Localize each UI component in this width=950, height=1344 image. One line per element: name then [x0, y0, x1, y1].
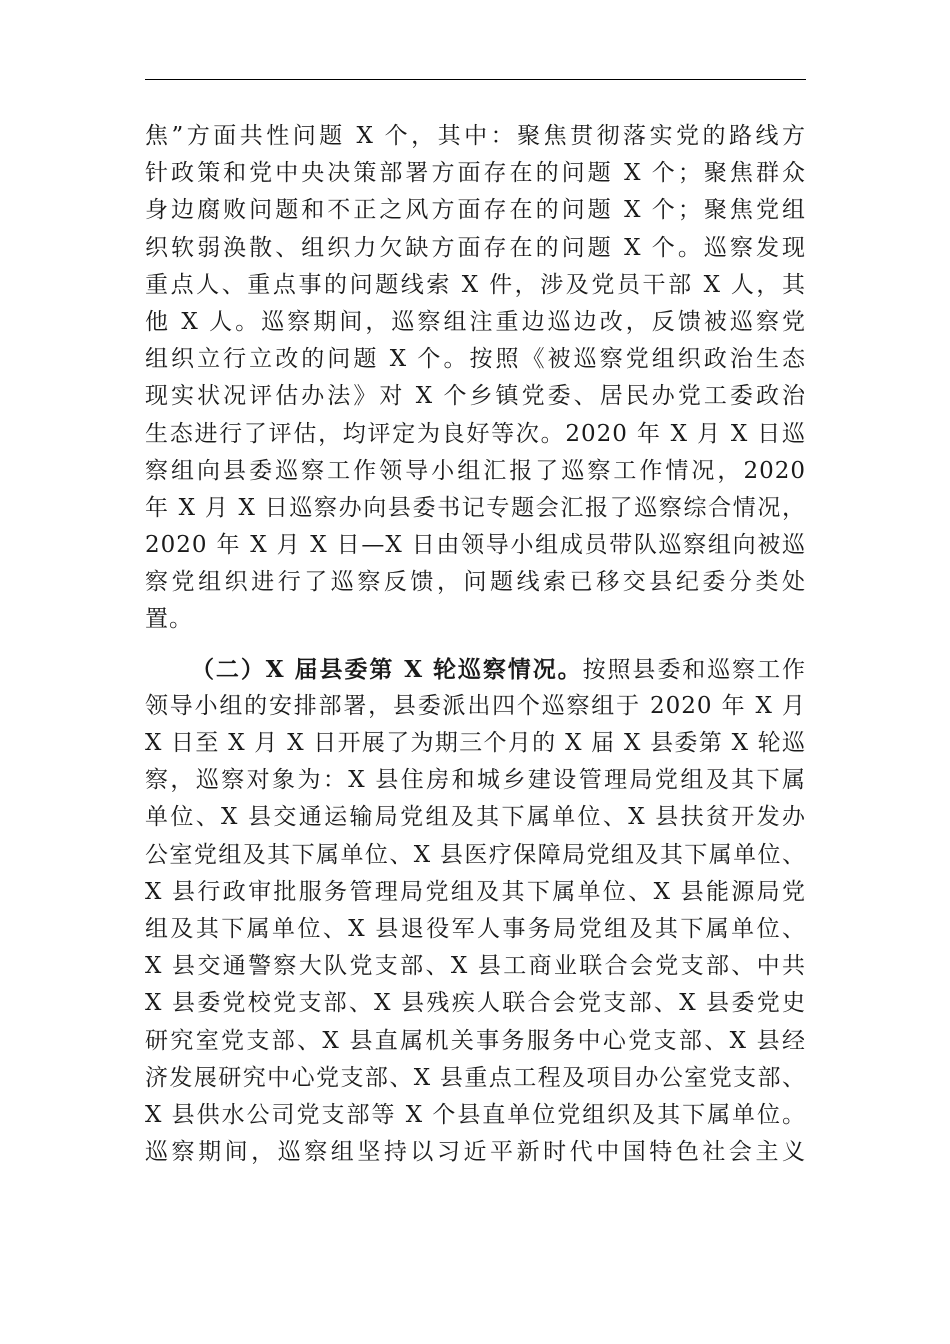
text-line: 组及其下属单位、X 县退役军人事务局党组及其下属单位、 — [145, 915, 806, 942]
text-line: 2020 年 X 月 X 日—X 日由领导小组成员带队巡察组向被巡 — [145, 532, 806, 559]
paragraph-2-first-line — [145, 651, 806, 688]
text-line: 研究室党支部、X 县直属机关事务服务中心党支部、X 县经 — [145, 1027, 806, 1054]
text-line: 济发展研究中心党支部、X 县重点工程及项目办公室党支部、 — [145, 1064, 806, 1091]
text-line: X 日至 X 月 X 日开展了为期三个月的 X 届 X 县委第 X 轮巡 — [145, 730, 806, 756]
text-line: 察，巡察对象为：X 县住房和城乡建设管理局党组及其下属 — [145, 767, 806, 794]
paragraph-gap — [145, 639, 806, 651]
paragraph-1 — [145, 118, 806, 639]
text-line: X 县委党校党支部、X 县残疾人联合会党支部、X 县委党史 — [145, 990, 806, 1017]
text-line: 针政策和党中央决策部署方面存在的问题 X 个；聚焦群众 — [145, 160, 806, 187]
text-line: 织软弱涣散、组织力欠缺方面存在的问题 X 个。巡察发现 — [145, 234, 806, 261]
text-line: 他 X 人。巡察期间，巡察组注重边巡边改，反馈被巡察党 — [145, 308, 806, 335]
text-line: 现实状况评估办法》对 X 个乡镇党委、居民办党工委政治 — [145, 383, 806, 410]
text-line: X 县行政审批服务管理局党组及其下属单位、X 县能源局党 — [145, 878, 806, 905]
text-line: 察组向县委巡察工作领导小组汇报了巡察工作情况，2020 — [145, 457, 806, 484]
text-line: 察党组织进行了巡察反馈，问题线索已移交县纪委分类处 — [145, 569, 806, 596]
text-line: 公室党组及其下属单位、X 县医疗保障局党组及其下属单位、 — [145, 841, 806, 868]
header-rule — [145, 79, 806, 80]
text-line: 巡察期间，巡察组坚持以习近平新时代中国特色社会主义 — [145, 1139, 806, 1166]
text-line: 生态进行了评估，均评定为良好等次。2020 年 X 月 X 日巡 — [145, 420, 806, 447]
text-line: 身边腐败问题和不正之风方面存在的问题 X 个；聚焦党组 — [145, 197, 806, 224]
text-line: X 县交通警察大队党支部、X 县工商业联合会党支部、中共 — [145, 953, 806, 980]
text-line: 领导小组的安排部署，县委派出四个巡察组于 2020 年 X 月 — [145, 692, 806, 719]
text-line: X 县供水公司党支部等 X 个县直单位党组织及其下属单位。 — [145, 1101, 806, 1128]
text-line: 焦”方面共性问题 X 个，其中：聚焦贯彻落实党的路线方 — [145, 123, 806, 149]
document-body — [145, 118, 806, 1171]
text-line: 组织立行立改的问题 X 个。按照《被巡察党组织政治生态 — [145, 346, 806, 373]
text-line: 重点人、重点事的问题线索 X 件，涉及党员干部 X 人，其 — [145, 271, 806, 298]
text-line: 年 X 月 X 日巡察办向县委书记专题会汇报了巡察综合情况， — [145, 494, 806, 521]
text-line: 单位、X 县交通运输局党组及其下属单位、X 县扶贫开发办 — [145, 804, 806, 831]
text-line: 置。 — [145, 606, 193, 633]
heading-continuation: 按照县委和巡察工作 — [582, 656, 807, 683]
paragraph-2 — [145, 651, 806, 1172]
section-heading: （二）X 届县委第 X 轮巡察情况。 — [191, 655, 583, 683]
